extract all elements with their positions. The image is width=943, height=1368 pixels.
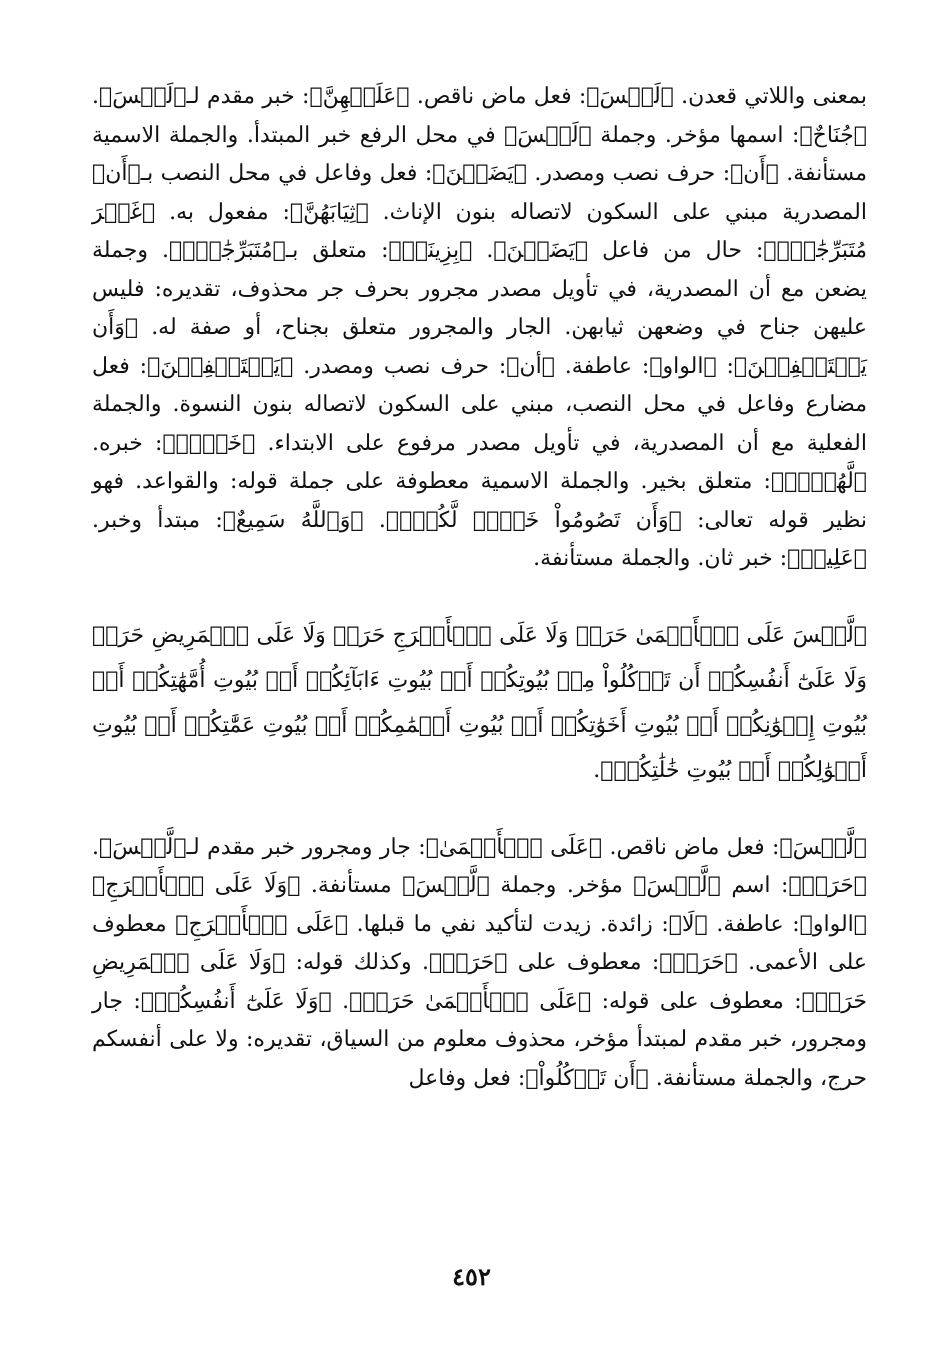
commentary-paragraph-1: بمعنى واللاتي قعدن. ﴿لَيۡسَ﴾: فعل ماض ناقص. ﴿عَلَيۡهِنَّ﴾: خبر مقدم لـ﴿لَيۡسَ﴾. ﴿جُنَاحٌ﴾: اسمها مؤخر. وجملة ﴿لَيۡسَ﴾ في محل الرفع خبر المبتدأ. والجملة الاسمية مستأنفة. ﴿أَن﴾: حرف نصب ومصدر. ﴿يَضَعۡنَ﴾: فعل وفاعل في محل النصب بـ﴿أَن﴾ المصدرية مبني على السكون لاتصاله بنون الإناث. ﴿ثِيَابَهُنَّ﴾: مفعول به. ﴿غَيۡرَ مُتَبَرِّجَٰتِۭ﴾: حال من فاعل ﴿يَضَعۡنَ﴾. ﴿بِزِينَةٖ﴾: متعلق بـ﴿مُتَبَرِّجَٰتِۭ﴾. وجملة يضعن مع أن المصدرية، في تأويل مصدر مجرور بحرف جر محذوف، تقديره: فليس عليهن جناح في وضعهن ثيابهن. الجار والمجرور متعلق بجناح، أو صفة له. ﴿وَأَن يَسۡتَعۡفِفۡنَ﴾: ﴿الواو﴾: عاطفة. ﴿أن﴾: حرف نصب ومصدر. ﴿يَسۡتَعۡفِفۡنَ﴾: فعل مضارع وفاعل في محل النصب، مبني على السكون لاتصاله بنون النسوة. والجملة الفعلية مع أن المصدرية، في تأويل مصدر مرفوع على الابتداء. ﴿خَيۡرٞ﴾: خبره. ﴿لَّهُنَّۗ﴾: متعلق بخير. والجملة الاسمية معطوفة على جملة قوله: والقواعد. فهو نظير قوله تعالى: ﴿وَأَن تَصُومُواْ خَيۡرٞ لَّكُمۡۖ﴾. ﴿وَٱللَّهُ سَمِيعٌ﴾: مبتدأ وخبر. ﴿عَلِيمٞ﴾: خبر ثان. والجملة مستأنفة. <box>92 84 867 571</box>
quran-verse: ﴿لَّيۡسَ عَلَى ٱلۡأَعۡمَىٰ حَرَجٞ وَلَا عَلَى ٱلۡأَعۡرَجِ حَرَجٞ وَلَا عَلَى ٱلۡمَرِيضِ حَرَجٞ وَلَا عَلَىٰٓ أَنفُسِكُمۡ أَن تَأۡكُلُواْ مِنۢ بُيُوتِكُمۡ أَوۡ بُيُوتِ ءَابَآئِكُمۡ أَوۡ بُيُوتِ أُمَّهَٰتِكُمۡ أَوۡ بُيُوتِ إِخۡوَٰنِكُمۡ أَوۡ بُيُوتِ أَخَوَٰتِكُمۡ أَوۡ بُيُوتِ أَعۡمَٰمِكُمۡ أَوۡ بُيُوتِ عَمَّٰتِكُمۡ أَوۡ بُيُوتِ أَخۡوَٰلِكُمۡ أَوۡ بُيُوتِ خَٰلَٰتِكُمۡ﴾. <box>92 622 867 783</box>
page-number: ٤٥٢ <box>452 1262 491 1291</box>
commentary-paragraph-2: ﴿لَّيۡسَ﴾: فعل ماض ناقص. ﴿عَلَى ٱلۡأَعۡمَىٰ﴾: جار ومجرور خبر مقدم لـ﴿لَّيۡسَ﴾. ﴿حَرَجٞ﴾: اسم ﴿لَّيۡسَ﴾ مؤخر. وجملة ﴿لَّيۡسَ﴾ مستأنفة. ﴿وَلَا عَلَى ٱلۡأَعۡرَجِ﴾ ﴿الواو﴾: عاطفة. ﴿لَا﴾: زائدة. زيدت لتأكيد نفي ما قبلها. ﴿عَلَى ٱلۡأَعۡرَجِ﴾ معطوف على الأعمى. ﴿حَرَجٞ﴾: معطوف على ﴿حَرَجٞ﴾. وكذلك قوله: ﴿وَلَا عَلَى ٱلۡمَرِيضِ حَرَجٞ﴾: معطوف على قوله: ﴿عَلَى ٱلۡأَعۡمَىٰ حَرَجٞ﴾. ﴿وَلَا عَلَىٰٓ أَنفُسِكُمۡ﴾: جار ومجرور، خبر مقدم لمبتدأ مؤخر، محذوف معلوم من السياق، تقديره: ولا على أنفسكم حرج، والجملة مستأنفة. ﴿أَن تَأۡكُلُواْ﴾: فعل وفاعل <box>92 834 867 1091</box>
page-body <box>92 78 867 1098</box>
